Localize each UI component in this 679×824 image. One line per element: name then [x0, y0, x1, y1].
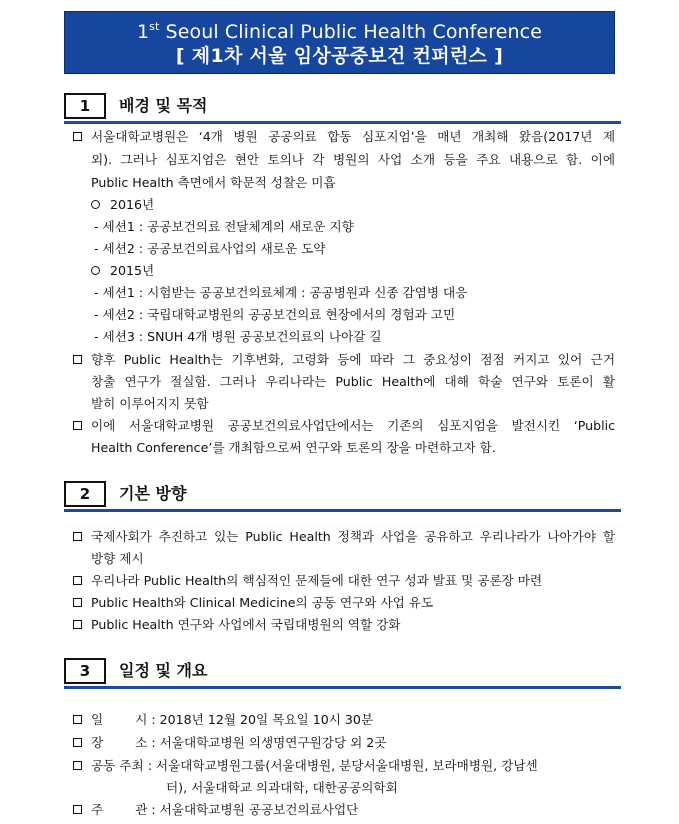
banner-title-english — [65, 20, 614, 44]
checkbox-bullet-icon — [73, 761, 82, 770]
schedule-value-continued: 터), 서울대학교 의과대학, 대한공공의학회 — [166, 780, 398, 795]
session-item: - 세션2 : 공공보건의료사업의 새로운 도약 — [94, 241, 326, 256]
section-rule — [64, 509, 621, 512]
paragraph-line: 창출 연구가 절실함. 그러나 우리나라는 Public Health에 대해 학술 연구와 토론이 활 — [91, 374, 615, 389]
section-header-3 — [64, 658, 621, 688]
checkbox-bullet-icon — [73, 620, 82, 629]
schedule-row-host — [73, 756, 538, 776]
schedule-label: 장 소 — [91, 735, 148, 750]
banner-ordinal: 1 — [136, 21, 150, 43]
schedule-value: : 서울대학교병원 의생명연구원강당 외 2곳 — [151, 735, 387, 750]
paragraph-line: 이에 서울대학교병원 공공보건의료사업단에서는 기존의 심포지엄을 발전시킨 ‘Public — [73, 416, 615, 436]
section-title: 배경 및 목적 — [119, 96, 208, 115]
section-number: 2 — [64, 481, 106, 507]
session-item: - 세션1 : 시험받는 공공보건의료체계 : 공공병원과 신종 감염병 대응 — [94, 285, 468, 300]
section-rule — [64, 686, 621, 689]
circle-bullet-icon — [91, 266, 100, 275]
schedule-value: : 2018년 12월 20일 목요일 10시 30분 — [151, 712, 374, 727]
session-item: - 세션3 : SNUH 4개 병원 공공보건의료의 나아갈 길 — [94, 329, 382, 344]
section-header-2 — [64, 481, 621, 511]
list-item: Public Health와 Clinical Medicine의 공동 연구와 사업 유도 — [73, 593, 433, 613]
paragraph-line: Health Conference’를 개최함으로써 연구와 토론의 장을 마련하고자 함. — [91, 440, 496, 455]
session-item: - 세션2 : 국립대학교병원의 공공보건의료 현장에서의 경험과 고민 — [94, 307, 456, 322]
checkbox-bullet-icon — [73, 132, 82, 141]
year-bullet: 2015년 — [91, 261, 154, 281]
section-header-1 — [64, 93, 621, 123]
schedule-row-date — [73, 710, 373, 730]
banner-ordinal-suffix: st — [149, 20, 160, 33]
checkbox-bullet-icon — [73, 576, 82, 585]
schedule-label: 일 시 — [91, 712, 148, 727]
title-banner — [64, 11, 615, 74]
banner-title-korean: [ 제1차 서울 임상공중보건 컨퍼런스 ] — [175, 45, 504, 67]
schedule-row-place — [73, 733, 386, 753]
checkbox-bullet-icon — [73, 805, 82, 814]
circle-bullet-icon — [91, 200, 100, 209]
schedule-value: : 서울대학교병원그룹(서울대병원, 분당서울대병원, 보라매병원, 강남센 — [147, 758, 538, 773]
paragraph-line: 국제사회가 추진하고 있는 Public Health 정책과 사업을 공유하고 우리나라가 나아가야 할 — [73, 527, 615, 547]
schedule-label: 주 관 — [91, 802, 148, 817]
paragraph-line: 방향 제시 — [91, 551, 144, 566]
paragraph-line: 발히 이루어지지 못함 — [91, 396, 209, 411]
section-title: 일정 및 개요 — [119, 661, 208, 680]
banner-title-text: Seoul Clinical Public Health Conference — [159, 21, 543, 43]
schedule-value: : 서울대학교병원 공공보건의료사업단 — [151, 802, 359, 817]
checkbox-bullet-icon — [73, 421, 82, 430]
schedule-label: 공동 주최 — [91, 758, 144, 773]
section-rule — [64, 121, 621, 124]
checkbox-bullet-icon — [73, 738, 82, 747]
schedule-row-organizer — [73, 800, 358, 820]
checkbox-bullet-icon — [73, 715, 82, 724]
checkbox-bullet-icon — [73, 355, 82, 364]
checkbox-bullet-icon — [73, 532, 82, 541]
list-item: 우리나라 Public Health의 핵심적인 문제들에 대한 연구 성과 발표 및 공론장 마련 — [73, 571, 542, 591]
paragraph-line: Public Health 측면에서 학문적 성찰은 미흡 — [91, 175, 336, 190]
paragraph-line: 향후 Public Health는 기후변화, 고령화 등에 따라 그 중요성이 점점 커지고 있어 근거 — [73, 350, 615, 370]
section-title: 기본 방향 — [119, 484, 187, 503]
year-bullet: 2016년 — [91, 195, 154, 215]
section-number: 1 — [64, 93, 106, 119]
session-item: - 세션1 : 공공보건의료 전달체계의 새로운 지향 — [94, 219, 354, 234]
section-number: 3 — [64, 658, 106, 684]
list-item: Public Health 연구와 사업에서 국립대병원의 역할 강화 — [73, 615, 400, 635]
checkbox-bullet-icon — [73, 598, 82, 607]
paragraph-line: 외). 그러나 심포지엄은 현안 토의나 각 병원의 사업 소개 등을 주요 내용으로 함. 이에 — [91, 152, 615, 167]
paragraph-line: 서울대학교병원은 ‘4개 병원 공공의료 합동 심포지엄’을 매년 개최해 왔음(2017년 제 — [73, 127, 615, 147]
